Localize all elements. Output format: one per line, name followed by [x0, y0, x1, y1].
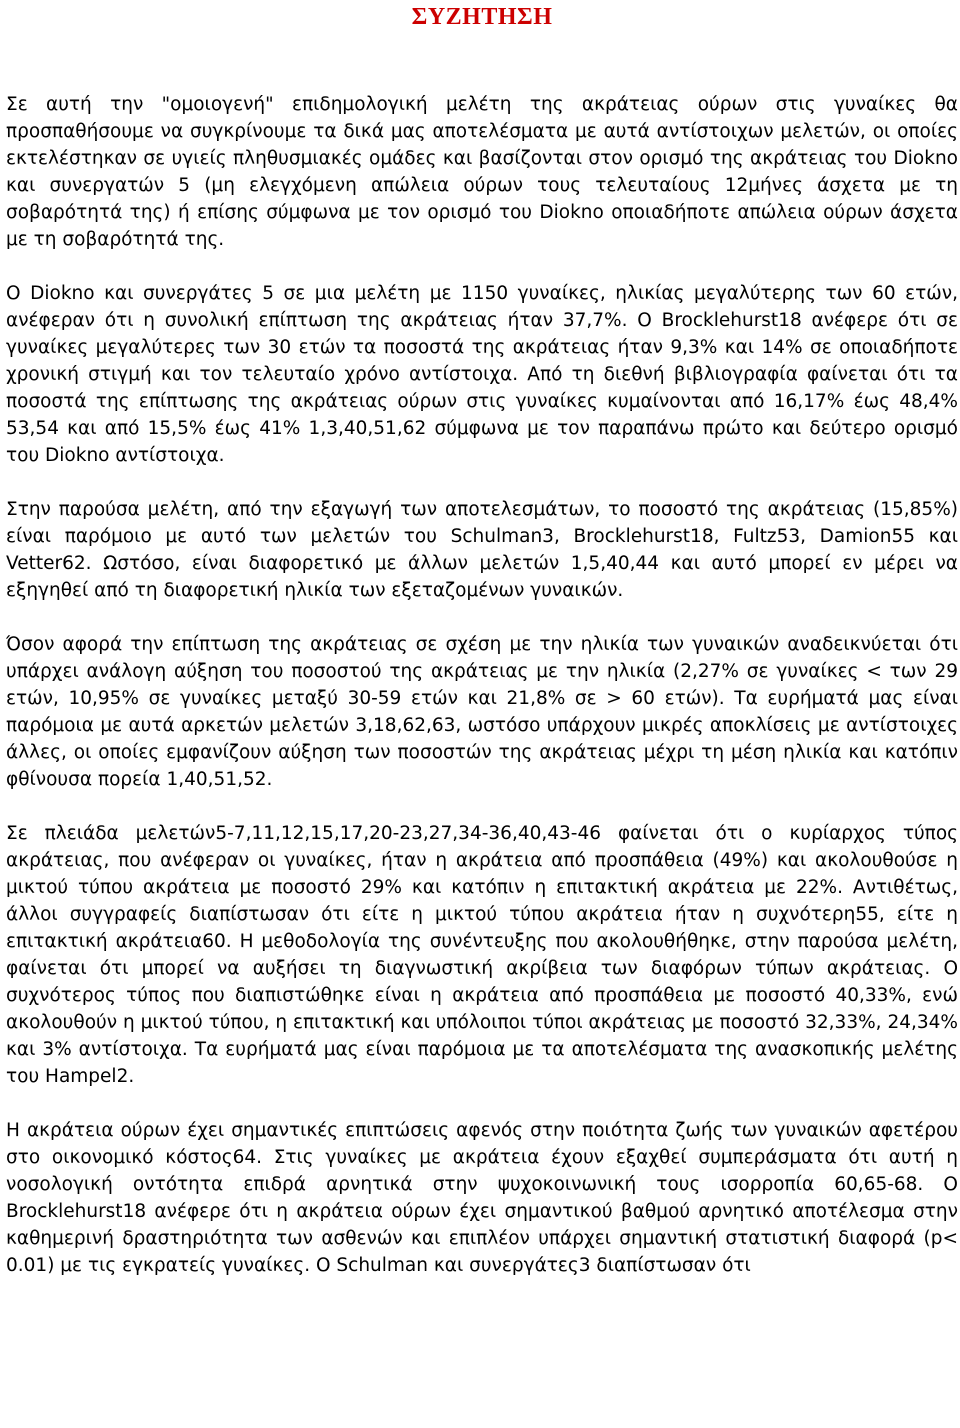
paragraph-5: Σε πλειάδα μελετών5-7,11,12,15,17,20-23,27,34-36,40,43-46 φαίνεται ότι ο κυρίαρχος τύπος ακράτειας, που ανέφεραν οι γυναίκες, ήταν η ακράτεια από προσπάθεια (49%) και ακολουθούσε η μικτού τύπου ακράτεια με ποσοστό 29% και κατόπιν η επιτακτική ακράτεια με 22%. Αντιθέτως, άλλοι συγγραφείς διαπίστωσαν ότι είτε η μικτού τύπου ακράτεια ήταν η συχνότερη55, είτε η επιτακτική ακράτεια60. Η μεθοδολογία της συνέντευξης που ακολουθήθηκε, στην παρούσα μελέτη, φαίνεται ότι μπορεί να αυξήσει τη διαγνωστική ακρίβεια των διαφόρων τύπων ακράτειας. Ο συχνότερος τύπος που διαπιστώθηκε είναι η ακράτεια από προσπάθεια με ποσοστό 40,33%, ενώ ακολουθούν η μικτού τύπου, η επιτακτική και υπόλοιποι τύποι ακράτειας με ποσοστό 32,33%, 24,34% και 3% αντίστοιχα. Τα ευρήματά μας είναι παρόμοια με τα αποτελέσματα της ανασκοπικής μελέτης του Hampel2.	[6, 823, 958, 1087]
paragraph-6: Η ακράτεια ούρων έχει σημαντικές επιπτώσεις αφενός στην ποιότητα ζωής των γυναικών αφετέρου στο οικονομικό κόστος64. Στις γυναίκες με ακράτεια έχουν εξαχθεί συμπεράσματα ότι αυτή η νοσολογική οντότητα επιδρά αρνητικά στην ψυχοκοινωνική τους ισορροπία 60,65-68. Ο Brocklehurst18 ανέφερε ότι η ακράτεια ούρων έχει σημαντικού βαθμού αρνητικό αποτέλεσμα στην καθημερινή δραστηριότητα των ασθενών και επιπλέον υπάρχει σημαντική στατιστική διαφορά (p< 0.01) με τις εγκρατείς γυναίκες. Ο Schulman και συνεργάτες3 διαπίστωσαν ότι	[6, 1120, 958, 1276]
paragraph-1: Σε αυτή την "ομοιογενή" επιδημολογική μελέτη της ακράτειας ούρων στις γυναίκες θα προσπαθήσουμε να συγκρίνουμε τα δικά μας αποτελέσματα με αυτά αντίστοιχων μελετών, οι οποίες εκτελέστηκαν σε υγιείς πληθυσμιακές ομάδες και βασίζονται στον ορισμό της ακράτειας του Diokno και συνεργατών 5 (μη ελεγχόμενη απώλεια ούρων τους τελευταίους 12μήνες άσχετα με τη σοβαρότητά της) ή επίσης σύμφωνα με τον ορισμό του Diokno οποιαδήποτε απώλεια ούρων άσχετα με τη σοβαρότητά της.	[6, 94, 958, 250]
document-page	[6, 0, 958, 1279]
paragraph-2: Ο Diokno και συνεργάτες 5 σε μια μελέτη με 1150 γυναίκες, ηλικίας μεγαλύτερης των 60 ετών, ανέφεραν ότι η συνολική επίπτωση της ακράτειας ήταν 37,7%. Ο Brocklehurst18 ανέφερε ότι σε γυναίκες μεγαλύτερες των 30 ετών τα ποσοστά της ακράτειας ήταν 9,3% και 14% σε οποιαδήποτε χρονική στιγμή και τον τελευταίο χρόνο αντίστοιχα. Από τη διεθνή βιβλιογραφία φαίνεται ότι τα ποσοστά της επίπτωσης της ακράτειας ούρων στις γυναίκες κυμαίνονται από 16,17% έως 48,4% 53,54 και από 15,5% έως 41% 1,3,40,51,62 σύμφωνα με τον παραπάνω πρώτο και δεύτερο ορισμό του Diokno αντίστοιχα.	[6, 283, 958, 466]
paragraph-3: Στην παρούσα μελέτη, από την εξαγωγή των αποτελεσμάτων, το ποσοστό της ακράτειας (15,85%) είναι παρόμοιο με αυτό των μελετών του Schulman3, Brocklehurst18, Fultz53, Damion55 και Vetter62. Ωστόσο, είναι διαφορετικό με άλλων μελετών 1,5,40,44 και αυτό μπορεί εν μέρει να εξηγηθεί από τη διαφορετική ηλικία των εξεταζομένων γυναικών.	[6, 499, 958, 601]
paragraph-4: Όσον αφορά την επίπτωση της ακράτειας σε σχέση με την ηλικία των γυναικών αναδεικνύεται ότι υπάρχει ανάλογη αύξηση του ποσοστού της ακράτειας με την ηλικία (2,27% σε γυναίκες < των 29 ετών, 10,95% σε γυναίκες μεταξύ 30-59 ετών και 21,8% σε > 60 ετών). Τα ευρήματά μας είναι παρόμοια με αυτά αρκετών μελετών 3,18,62,63, ωστόσο υπάρχουν μικρές αποκλίσεις με αντίστοιχες άλλες, οι οποίες εμφανίζουν αύξηση των ποσοστών της ακράτειας μέχρι τη μέση ηλικία και κατόπιν φθίνουσα πορεία 1,40,51,52.	[6, 634, 958, 790]
section-title: ΣΥΖΗΤΗΣΗ	[411, 4, 553, 30]
